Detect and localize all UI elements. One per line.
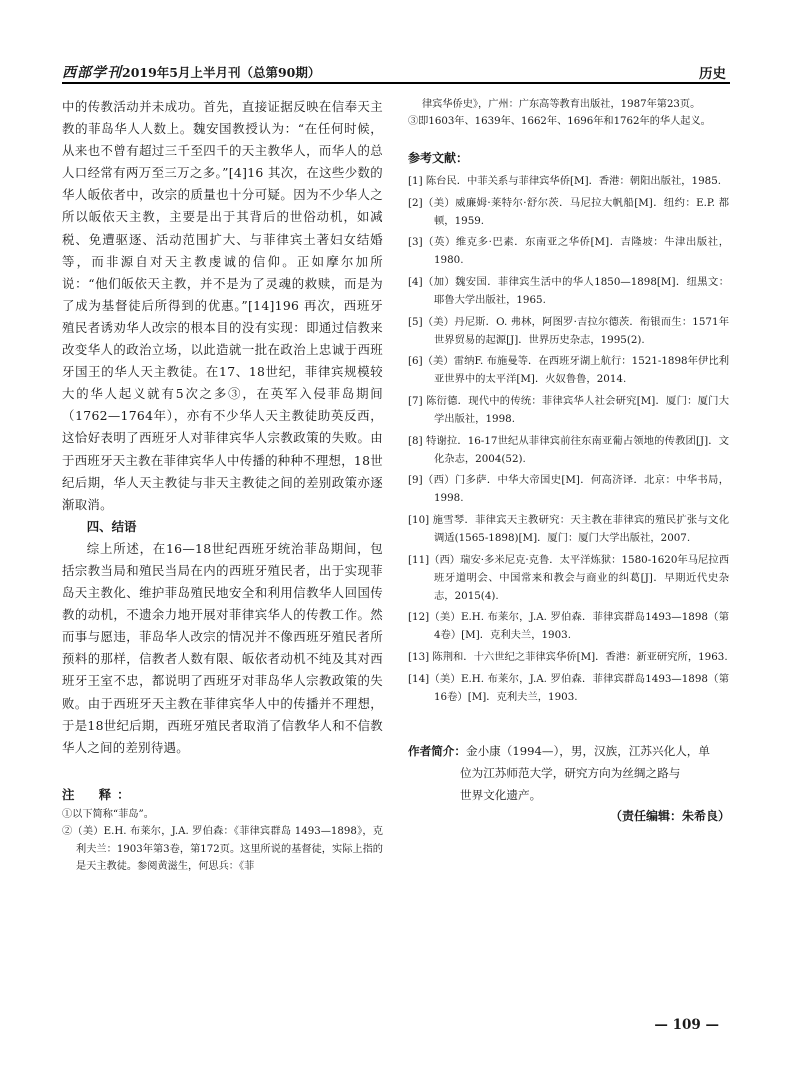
- notes-title: 注 释：: [62, 786, 136, 802]
- masthead: 西部学刊: [62, 65, 122, 81]
- note-continuation: 律宾华侨史》，广州：广东高等教育出版社，1987年第23页。: [422, 99, 701, 110]
- reference-item: [12]（美）E.H. 布莱尔，J.A. 罗伯森．菲律宾群岛1493—1898（第4卷）[M]．克利夫兰，1903.: [408, 611, 729, 642]
- body-paragraph-2: 综上所述，在16—18世纪西班牙统治菲岛期间，包括宗教当局和殖民当局在内的西班牙殖民者，出于实现菲岛天主教化、维护菲岛殖民地安全和利用信教华人回国传教的动机，不遗余力地开展对菲律宾华人的传教工作。然而事与愿违，菲岛华人改宗的情况并不像西班牙殖民者所预料的那样，信教者人数有限、皈依者动机不纯及其对西班牙王室不忠，都说明了西班牙对菲岛华人宗教政策的失败。由于西班牙天主教在菲律宾华人中的传播并不理想，于是18世纪后期，西班牙殖民者取消了信教华人和不信教华人之间的差别待遇。: [62, 540, 383, 755]
- reference-item: [6]（美）雷纳F. 布施曼等．在西班牙湖上航行：1521-1898年伊比利亚世界中的太平洋[M]．火奴鲁鲁，2014.: [408, 355, 729, 386]
- journal-info: [62, 62, 320, 82]
- reference-item: [10] 施雪琴．菲律宾天主教研究：天主教在菲律宾的殖民扩张与文化调适(1565-1898)[M]．厦门：厦门大学出版社，2007.: [408, 514, 729, 544]
- left-column: [62, 96, 383, 875]
- author-line: 位为江苏师范大学，研究方向为丝绸之路与: [460, 766, 681, 780]
- reference-item: [1] 陈台民．中菲关系与菲律宾华侨[M]．香港：朝阳出版社，1985.: [408, 174, 722, 187]
- running-header: [62, 56, 730, 84]
- note-item: ③即1603年、1639年、1662年、1696年和1762年的华人起义。: [408, 116, 711, 128]
- responsible-editor: （责任编辑：朱希良）: [609, 809, 730, 823]
- author-line: 世界文化遗产。: [460, 788, 542, 802]
- reference-item: [4]（加）魏安国．菲律宾生活中的华人1850—1898[M]．纽黑文：耶鲁大学出版社，1965.: [408, 275, 729, 306]
- section-label: 历史: [699, 66, 726, 82]
- issue-info: 2019年5月上半月刊（总第90期）: [122, 65, 321, 80]
- reference-item: [7] 陈衍德．现代中的传统：菲律宾华人社会研究[M]．厦门：厦门大学出版社，1998.: [408, 394, 729, 425]
- reference-item: [11]（西）瑞安·多米尼克·克鲁．太平洋炼狱：1580-1620年马尼拉西班牙道明会、中国常来和教会与商业的纠葛[J]．早期近代史杂志，2015(4).: [408, 553, 729, 602]
- reference-item: [8] 特谢拉．16-17世纪从菲律宾前往东南亚葡占领地的传教团[J]．文化杂志，2004(52).: [408, 434, 729, 465]
- author-bio: [408, 740, 730, 806]
- author-label: 作者简介：: [408, 744, 466, 758]
- references-title: 参考文献：: [408, 150, 469, 165]
- body-paragraph-1: 中的传教活动并未成功。首先，直接证据反映在信奉天主教的菲岛华人人数上。魏安国教授认为：“在任何时候，从来也不曾有超过三千至四千的天主教华人，而华人的总人口经常有两万至三万之多。”[4]16 其次，在这些少数的华人皈依者中，改宗的质量也十分可疑。因为不少华人之所以皈依天主教，主要是出于其背后的世俗动机，如减税、免遭驱逐、活动范围扩大、与菲律宾土著妇女结婚等，而非源自对天主教虔诚的信仰。正如摩尔加所说：“他们皈依天主教，并不是为了灵魂的救赎，而是为了成为基督徒后所得到的优惠。”[14]196 再次，西班牙殖民者诱劝华人改宗的根本目的没有实现：即通过信教来改变华人的政治立场，以此造就一批在政治上忠诚于西班牙国王的华人天主教徒。在17、18世纪，菲律宾规模较大的华人起义就有5次之多③，在英军入侵菲岛期间（1762—1764年），亦有不少华人天主教徒助英反西，这恰好表明了西班牙人对菲律宾华人宗教政策的失败。由于西班牙天主教在菲律宾华人中传播的种种不理想，18世纪后期，华人天主教徒与非天主教徒之间的差别政策亦逐渐取消。: [62, 99, 383, 512]
- reference-item: [5]（美）丹尼斯．O. 弗林，阿图罗·吉拉尔德茨．衔银而生：1571年世界贸易的起源[J]．世界历史杂志，1995(2).: [408, 315, 729, 346]
- section-heading-conclusion: 四、结语: [86, 518, 137, 534]
- reference-list: [408, 172, 729, 706]
- author-line: 金小康（1994—），男，汉族，江苏兴化人，单: [465, 744, 710, 758]
- page-number: — 109 —: [654, 1017, 719, 1033]
- reference-item: [3]（英）维克多·巴素．东南亚之华侨[M]．吉隆坡：牛津出版社，1980.: [408, 236, 729, 267]
- note-item: ①以下简称“菲岛”。: [62, 808, 154, 820]
- reference-item: [2]（美）威廉姆·莱特尔·舒尔茨．马尼拉大帆船[M]．纽约：E.P. 都顿，1959.: [408, 196, 729, 227]
- note-item: ②（美）E.H. 布莱尔，J.A. 罗伯森：《菲律宾群岛 1493—1898》，克利夫兰：1903年第3卷，第172页。这里所说的基督徒，实际上指的是天主教徒。参阅黄滋生，何思兵：《菲: [62, 826, 383, 873]
- reference-item: [9]（西）门多萨．中华大帝国史[M]．何高济译．北京：中华书局，1998.: [408, 474, 729, 505]
- right-column: [408, 96, 729, 709]
- reference-item: [14]（美）E.H. 布莱尔，J.A. 罗伯森．菲律宾群岛1493—1898（第16卷）[M]．克利夫兰，1903.: [408, 672, 729, 703]
- reference-item: [13] 陈荆和．十六世纪之菲律宾华侨[M]．香港：新亚研究所，1963.: [408, 651, 728, 664]
